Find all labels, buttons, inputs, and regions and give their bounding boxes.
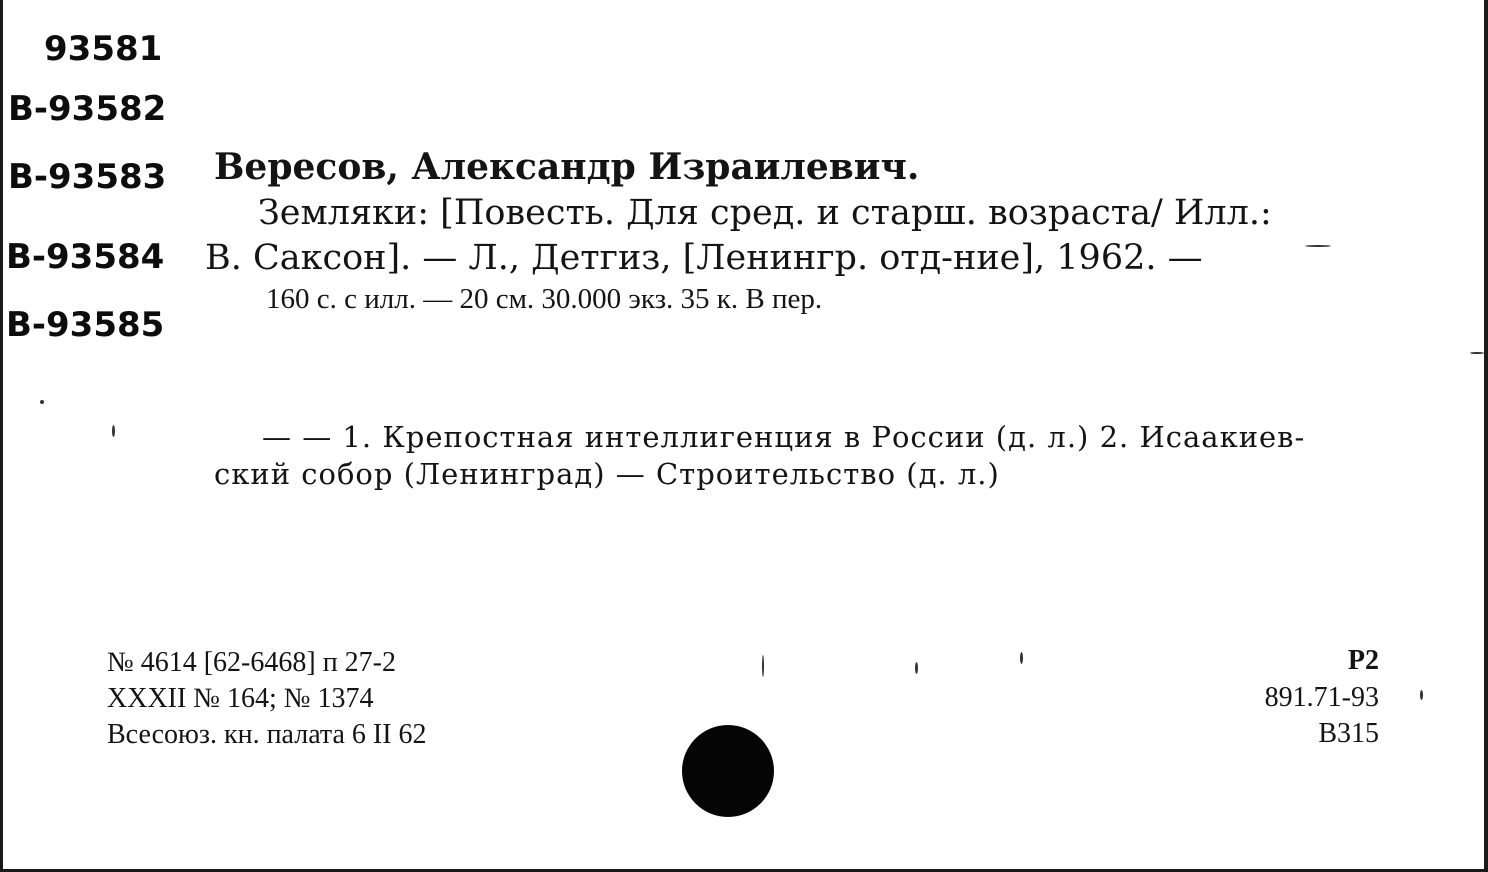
- udc-index: 891.71-93: [1264, 682, 1379, 713]
- scan-speck: [1020, 652, 1023, 664]
- title-line-1: Земляки: [Повесть. Для сред. и старш. возраста/ Илл.:: [258, 193, 1272, 233]
- footer-chamber-date: Всесоюз. кн. палата 6 II 62: [107, 719, 427, 750]
- punch-hole: [682, 725, 774, 817]
- inventory-number-4: B-93584: [6, 237, 165, 277]
- author-mark: В315: [1318, 718, 1379, 749]
- inventory-number-5: B-93585: [6, 305, 165, 345]
- footer-record-number: № 4614 [62-6468] п 27-2: [107, 647, 396, 678]
- author-heading: Вересов, Александр Израилевич.: [214, 146, 920, 188]
- footer-list-number: XXXII № 164; № 1374: [107, 683, 374, 714]
- inventory-number-1: 93581: [44, 29, 163, 69]
- card-right-edge: [1484, 0, 1488, 872]
- classification-code: Р2: [1347, 645, 1379, 676]
- physical-description: 160 с. с илл. — 20 см. 30.000 экз. 35 к. В пер.: [266, 283, 823, 315]
- scan-speck: [1470, 352, 1484, 354]
- subject-headings-line-1: — — 1. Крепостная интеллигенция в России (д. л.) 2. Исаакиев-: [262, 420, 1306, 454]
- card-left-edge: [0, 0, 3, 872]
- scan-speck: [1305, 245, 1331, 247]
- scan-speck: [915, 662, 918, 674]
- subject-headings-line-2: ский собор (Ленинград) — Строительство (д. л.): [214, 457, 1000, 491]
- scan-speck: [112, 425, 115, 437]
- scan-speck: [762, 655, 764, 677]
- inventory-number-3: B-93583: [8, 157, 167, 197]
- scan-speck: [40, 400, 44, 404]
- inventory-number-2: B-93582: [8, 89, 167, 129]
- scan-speck: [1420, 690, 1423, 700]
- title-line-2: В. Саксон]. — Л., Детгиз, [Ленингр. отд-ние], 1962. —: [205, 238, 1203, 278]
